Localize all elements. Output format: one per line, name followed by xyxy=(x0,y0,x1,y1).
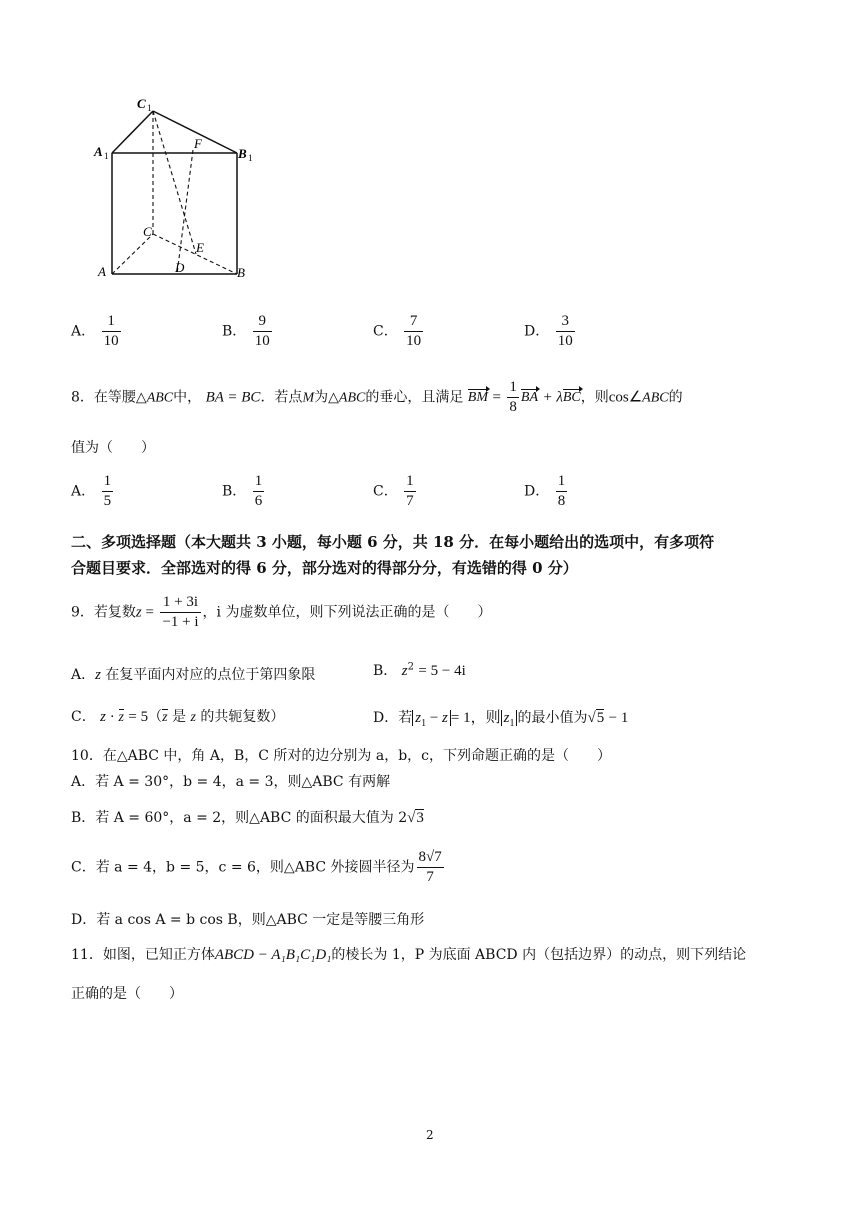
label-C: C xyxy=(143,224,152,239)
q10-option-c[interactable]: C．若 a = 4，b = 5，c = 6，则△ABC 外接圆半径为 $\frac{8√7}{7}$ xyxy=(71,849,442,885)
label-D: D xyxy=(175,260,185,275)
q7-option-c[interactable]: C． $\frac{7}{10}$ xyxy=(373,313,422,349)
label-B: B xyxy=(237,265,245,280)
q8-option-a[interactable]: A． $\frac{1}{5}$ xyxy=(71,473,112,509)
label-A: A xyxy=(98,264,106,279)
q9-option-d[interactable]: D．若 $z_1 - z = 1$，则 $z_1$ 的最小值为√5 − 1 xyxy=(373,710,629,729)
q10-stem: 10．在△ABC 中，角 A，B，C 所对的边分别为 a，b，c，下列命题正确的是（ ） xyxy=(71,748,612,764)
q8-stem: 8．在等腰△ABC中， BA = BC．若点M为△ABC的垂心，且满足 BM = $\frac{1}{8}$ BA + λBC，则cos∠ABC的 xyxy=(71,379,683,415)
q9-option-b[interactable]: B． $z^2 = 5 - 4i$ xyxy=(373,661,466,679)
label-C1: C xyxy=(137,96,146,111)
q7-option-a[interactable]: A． $\frac{1}{10}$ xyxy=(71,313,119,349)
label-F: F xyxy=(194,136,202,151)
svg-text:1: 1 xyxy=(104,151,109,161)
q9-stem: 9．若复数z = $\frac{1 + 3i}{-1 + i}$ ，i 为虚数单位，则下列说法正确的是（ ） xyxy=(71,594,492,630)
q10-option-a[interactable]: A．若 A = 30°，b = 4，a = 3，则△ABC 有两解 xyxy=(71,774,391,790)
q10-option-b[interactable]: B．若 A = 60°，a = 2，则△ABC 的面积最大值为 2√3 xyxy=(71,810,424,826)
q7-option-b[interactable]: B． $\frac{9}{10}$ xyxy=(222,313,270,349)
q7-option-d[interactable]: D． $\frac{3}{10}$ xyxy=(524,313,573,349)
q9-option-a[interactable]: A．z 在复平面内对应的点位于第四象限 xyxy=(71,667,316,683)
q11-stem-line2: 正确的是（ ） xyxy=(71,986,183,1002)
label-E: E xyxy=(196,240,204,255)
q10-option-d[interactable]: D．若 a cos A = b cos B，则△ABC 一定是等腰三角形 xyxy=(71,912,425,928)
q8-option-b[interactable]: B． $\frac{1}{6}$ xyxy=(222,473,263,509)
prism-figure xyxy=(90,92,270,287)
svg-text:1: 1 xyxy=(147,103,152,113)
page-number: 2 xyxy=(426,1128,434,1142)
q9-option-c[interactable]: C． z · z = 5（z 是 z 的共轭复数） xyxy=(71,709,285,725)
q8-option-c[interactable]: C． $\frac{1}{7}$ xyxy=(373,473,414,509)
section-heading-line1: 二、多项选择题（本大题共 3 小题，每小题 6 分，共 18 分．在每小题给出的选项中，有多项符 xyxy=(71,533,715,551)
q8-option-d[interactable]: D． $\frac{1}{8}$ xyxy=(524,473,566,509)
label-A1: A xyxy=(94,144,103,159)
q11-stem: 11．如图，已知正方体ABCD − A₁B₁C₁D₁的棱长为 1，P 为底面 ABCD 内（包括边界）的动点，则下列结论 xyxy=(71,947,747,963)
label-B1: B xyxy=(238,146,247,161)
q8-stem-line2: 值为（ ） xyxy=(71,440,155,456)
svg-text:1: 1 xyxy=(248,153,253,163)
section-heading-line2: 合题目要求．全部选对的得 6 分，部分选对的得部分分，有选错的得 0 分） xyxy=(71,559,578,577)
